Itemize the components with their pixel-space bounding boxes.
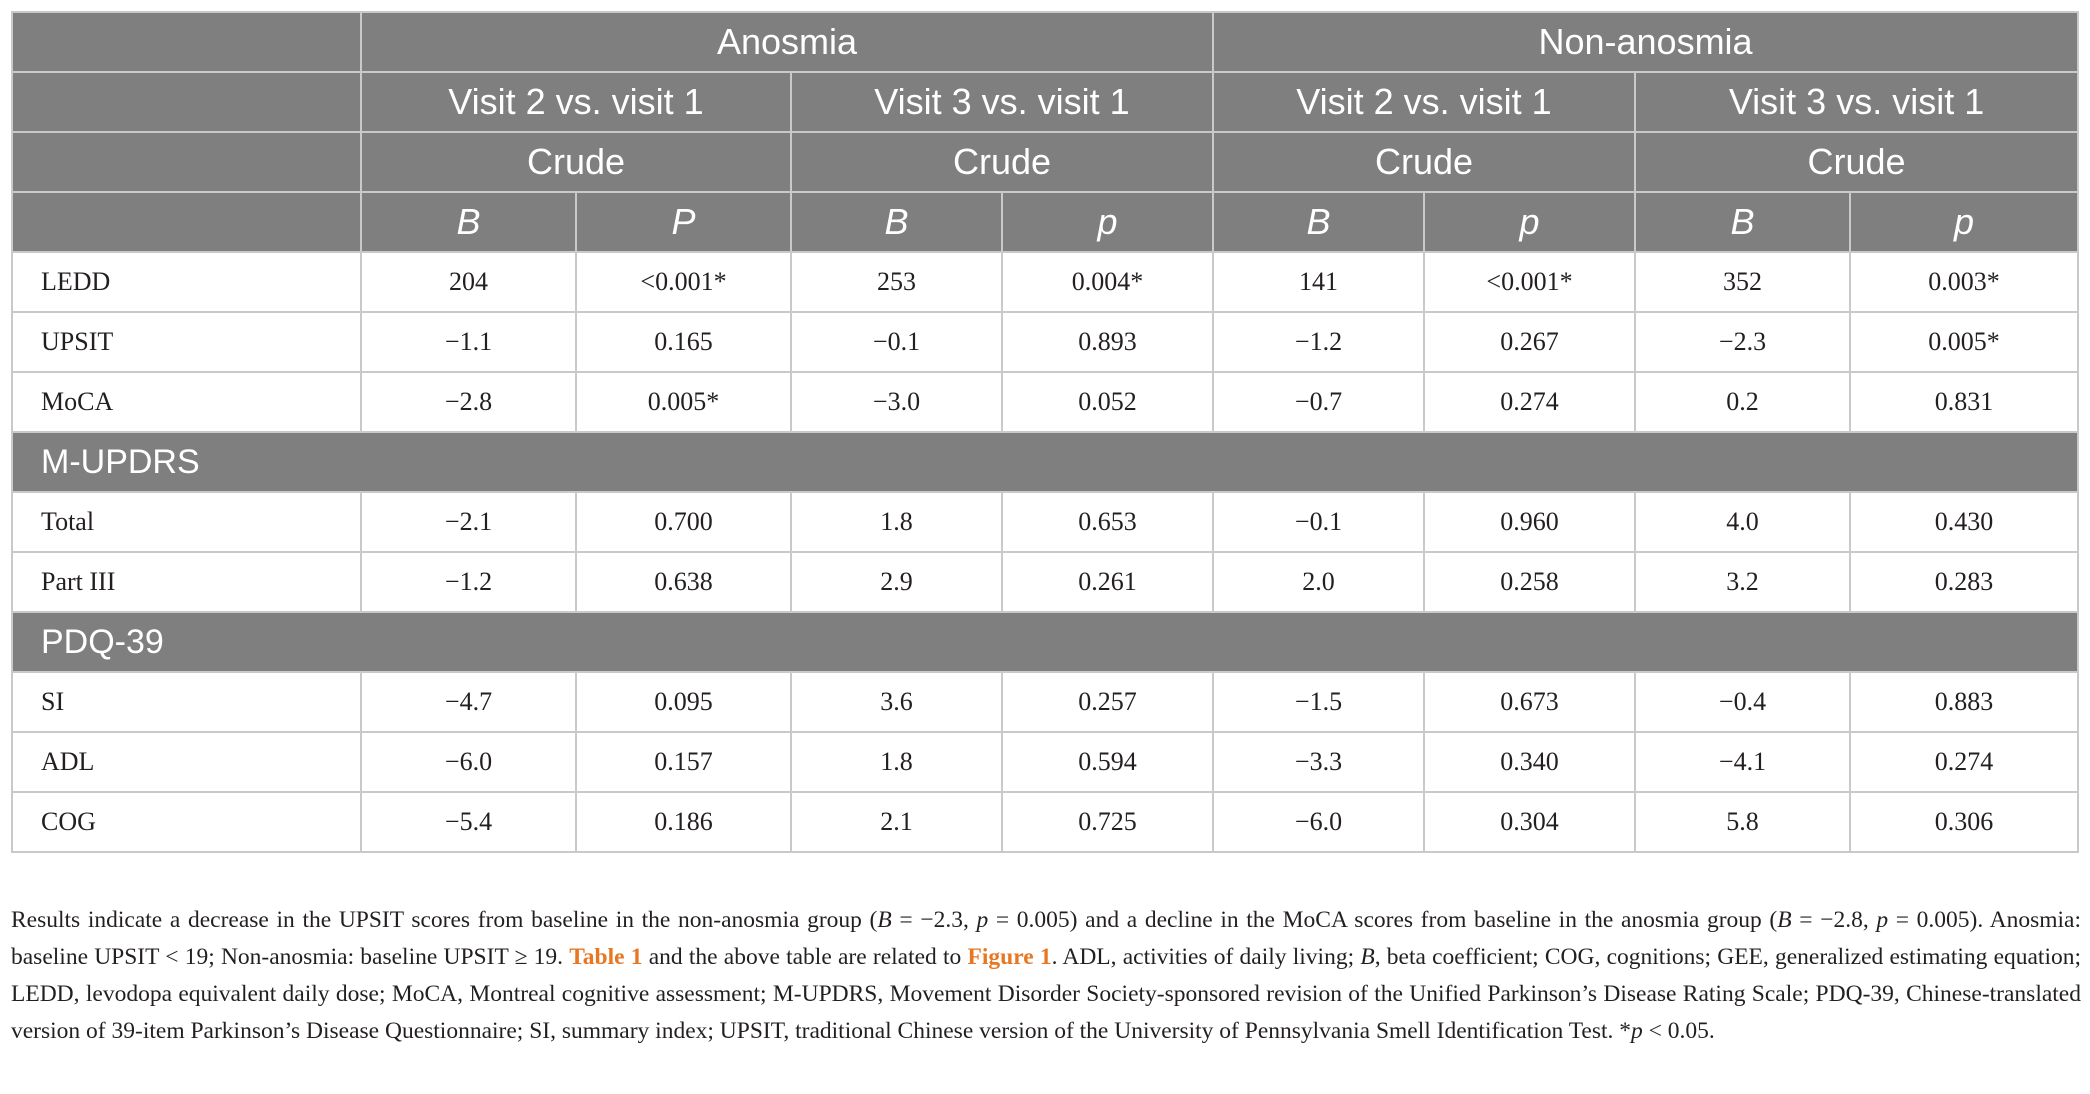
model-header: Crude [1635, 132, 2078, 192]
cell: 0.005* [576, 372, 791, 432]
footnote-text: = 0.005) and a decline in the MoCA scores from baseline in the anosmia group ( [988, 907, 1778, 933]
cell: 0.157 [576, 732, 791, 792]
cell: 0.274 [1424, 372, 1635, 432]
cell: −4.1 [1635, 732, 1850, 792]
row-label: COG [12, 792, 361, 852]
table-row-moca [12, 372, 2078, 432]
cell: 0.052 [1002, 372, 1213, 432]
row-label: UPSIT [12, 312, 361, 372]
cell: 3.2 [1635, 552, 1850, 612]
table-row-total [12, 492, 2078, 552]
row-label: Total [12, 492, 361, 552]
model-header-row [12, 132, 2078, 192]
comparison-header-row [12, 72, 2078, 132]
comparison-header: Visit 2 vs. visit 1 [1213, 72, 1635, 132]
section-label: M-UPDRS [12, 432, 2078, 492]
cell: −6.0 [361, 732, 576, 792]
model-header: Crude [791, 132, 1213, 192]
cell: 0.258 [1424, 552, 1635, 612]
stat-header-b: B [1635, 192, 1850, 252]
cell: <0.001* [576, 252, 791, 312]
corner-cell [12, 12, 361, 72]
row-label: ADL [12, 732, 361, 792]
cell: 2.0 [1213, 552, 1424, 612]
comparison-header: Visit 3 vs. visit 1 [1635, 72, 2078, 132]
corner-cell [12, 72, 361, 132]
footnote-text: . ADL, activities of daily living; [1051, 944, 1361, 970]
cell: 0.306 [1850, 792, 2078, 852]
cell: 3.6 [791, 672, 1002, 732]
row-label: MoCA [12, 372, 361, 432]
stat-header-p: p [1850, 192, 2078, 252]
cell: 0.673 [1424, 672, 1635, 732]
cell: 0.186 [576, 792, 791, 852]
cell: 0.257 [1002, 672, 1213, 732]
cell: 0.2 [1635, 372, 1850, 432]
cell: 253 [791, 252, 1002, 312]
figure-1-link[interactable]: Figure 1 [967, 944, 1052, 970]
cell: 4.0 [1635, 492, 1850, 552]
cell: 0.430 [1850, 492, 2078, 552]
table-row-ledd [12, 252, 2078, 312]
cell: −2.3 [1635, 312, 1850, 372]
stat-header-b: B [791, 192, 1002, 252]
cell: 352 [1635, 252, 1850, 312]
cell: 0.274 [1850, 732, 2078, 792]
footnote-symbol: B [877, 907, 892, 933]
row-label: LEDD [12, 252, 361, 312]
table-row-adl [12, 732, 2078, 792]
stat-header-b: B [1213, 192, 1424, 252]
cell: −1.1 [361, 312, 576, 372]
cell: 0.340 [1424, 732, 1635, 792]
stat-header-b: B [361, 192, 576, 252]
cell: −2.8 [361, 372, 576, 432]
cell: 0.261 [1002, 552, 1213, 612]
footnote-symbol: B [1360, 944, 1375, 970]
cell: −5.4 [361, 792, 576, 852]
comparison-header: Visit 2 vs. visit 1 [361, 72, 791, 132]
table-row-upsit [12, 312, 2078, 372]
cell: 0.594 [1002, 732, 1213, 792]
cell: 2.1 [791, 792, 1002, 852]
cell: −3.0 [791, 372, 1002, 432]
stat-header-row [12, 192, 2078, 252]
cell: 204 [361, 252, 576, 312]
cell: −1.5 [1213, 672, 1424, 732]
footnote-symbol: B [1777, 907, 1792, 933]
cell: 0.700 [576, 492, 791, 552]
cell: 1.8 [791, 492, 1002, 552]
cell: −6.0 [1213, 792, 1424, 852]
cell: −1.2 [1213, 312, 1424, 372]
group-header-non-anosmia: Non-anosmia [1213, 12, 2078, 72]
footnote-text: Results indicate a decrease in the UPSIT scores from baseline in the non-anosmia group ( [11, 907, 878, 933]
cell: −0.4 [1635, 672, 1850, 732]
cell: 0.831 [1850, 372, 2078, 432]
stat-header-p: p [1002, 192, 1213, 252]
cell: −4.7 [361, 672, 576, 732]
cell: 141 [1213, 252, 1424, 312]
cell: <0.001* [1424, 252, 1635, 312]
cell: −0.1 [791, 312, 1002, 372]
cell: 0.004* [1002, 252, 1213, 312]
stat-header-p: P [576, 192, 791, 252]
table-row-si [12, 672, 2078, 732]
footnote-symbol: p [1631, 1018, 1643, 1044]
cell: 0.653 [1002, 492, 1213, 552]
cell: −3.3 [1213, 732, 1424, 792]
cell: 0.304 [1424, 792, 1635, 852]
row-label: SI [12, 672, 361, 732]
cell: −0.1 [1213, 492, 1424, 552]
cell: 0.638 [576, 552, 791, 612]
model-header: Crude [1213, 132, 1635, 192]
footnote-text: and the above table are related to [642, 944, 968, 970]
table-row-cog [12, 792, 2078, 852]
results-table [11, 11, 2079, 853]
footnote-symbol: p [976, 907, 989, 933]
corner-cell [12, 192, 361, 252]
cell: 0.267 [1424, 312, 1635, 372]
cell: 2.9 [791, 552, 1002, 612]
table-footnote [11, 902, 2081, 1050]
cell: 0.165 [576, 312, 791, 372]
cell: 0.283 [1850, 552, 2078, 612]
cell: 0.893 [1002, 312, 1213, 372]
cell: 0.960 [1424, 492, 1635, 552]
footnote-text: , beta coefficient; COG, cognitions; GEE, generalized estimating equation; LEDD, levodopa equivalent daily dose; MoCA, Montreal cognitive assessment; M-UPDRS, Movement Disorder Society-sponsored revision of the Unified Parkinson’s Disease Rating Scale; PDQ-39, Chinese-translated version of 39-item Parkinson’s Disease Questionnaire; SI, summary index; UPSIT, traditional Chinese version of the University of Pennsylvania Smell Identification Test. * [11, 944, 2082, 1044]
footnote-text: = 0.005). Anosmia: baseline UPSIT < 19; Non-anosmia: baseline UPSIT ≥ 19. [11, 907, 2081, 970]
cell: 0.095 [576, 672, 791, 732]
group-header-row [12, 12, 2078, 72]
footnote-text: = −2.8, [1791, 907, 1877, 933]
cell: 1.8 [791, 732, 1002, 792]
comparison-header: Visit 3 vs. visit 1 [791, 72, 1213, 132]
stat-header-p: p [1424, 192, 1635, 252]
row-label: Part III [12, 552, 361, 612]
cell: −0.7 [1213, 372, 1424, 432]
section-label: PDQ-39 [12, 612, 2078, 672]
cell: −2.1 [361, 492, 576, 552]
corner-cell [12, 132, 361, 192]
cell: −1.2 [361, 552, 576, 612]
results-table-container [11, 11, 2077, 853]
footnote-symbol: p [1876, 907, 1889, 933]
cell: 0.005* [1850, 312, 2078, 372]
cell: 5.8 [1635, 792, 1850, 852]
section-row-pdq39 [12, 612, 2078, 672]
table-row-part-iii [12, 552, 2078, 612]
group-header-anosmia: Anosmia [361, 12, 1213, 72]
cell: 0.883 [1850, 672, 2078, 732]
footnote-text: = −2.3, [891, 907, 977, 933]
cell: 0.003* [1850, 252, 2078, 312]
section-row-mupdrs [12, 432, 2078, 492]
cell: 0.725 [1002, 792, 1213, 852]
table-1-link[interactable]: Table 1 [569, 944, 643, 970]
footnote-text: < 0.05. [1642, 1018, 1715, 1044]
model-header: Crude [361, 132, 791, 192]
